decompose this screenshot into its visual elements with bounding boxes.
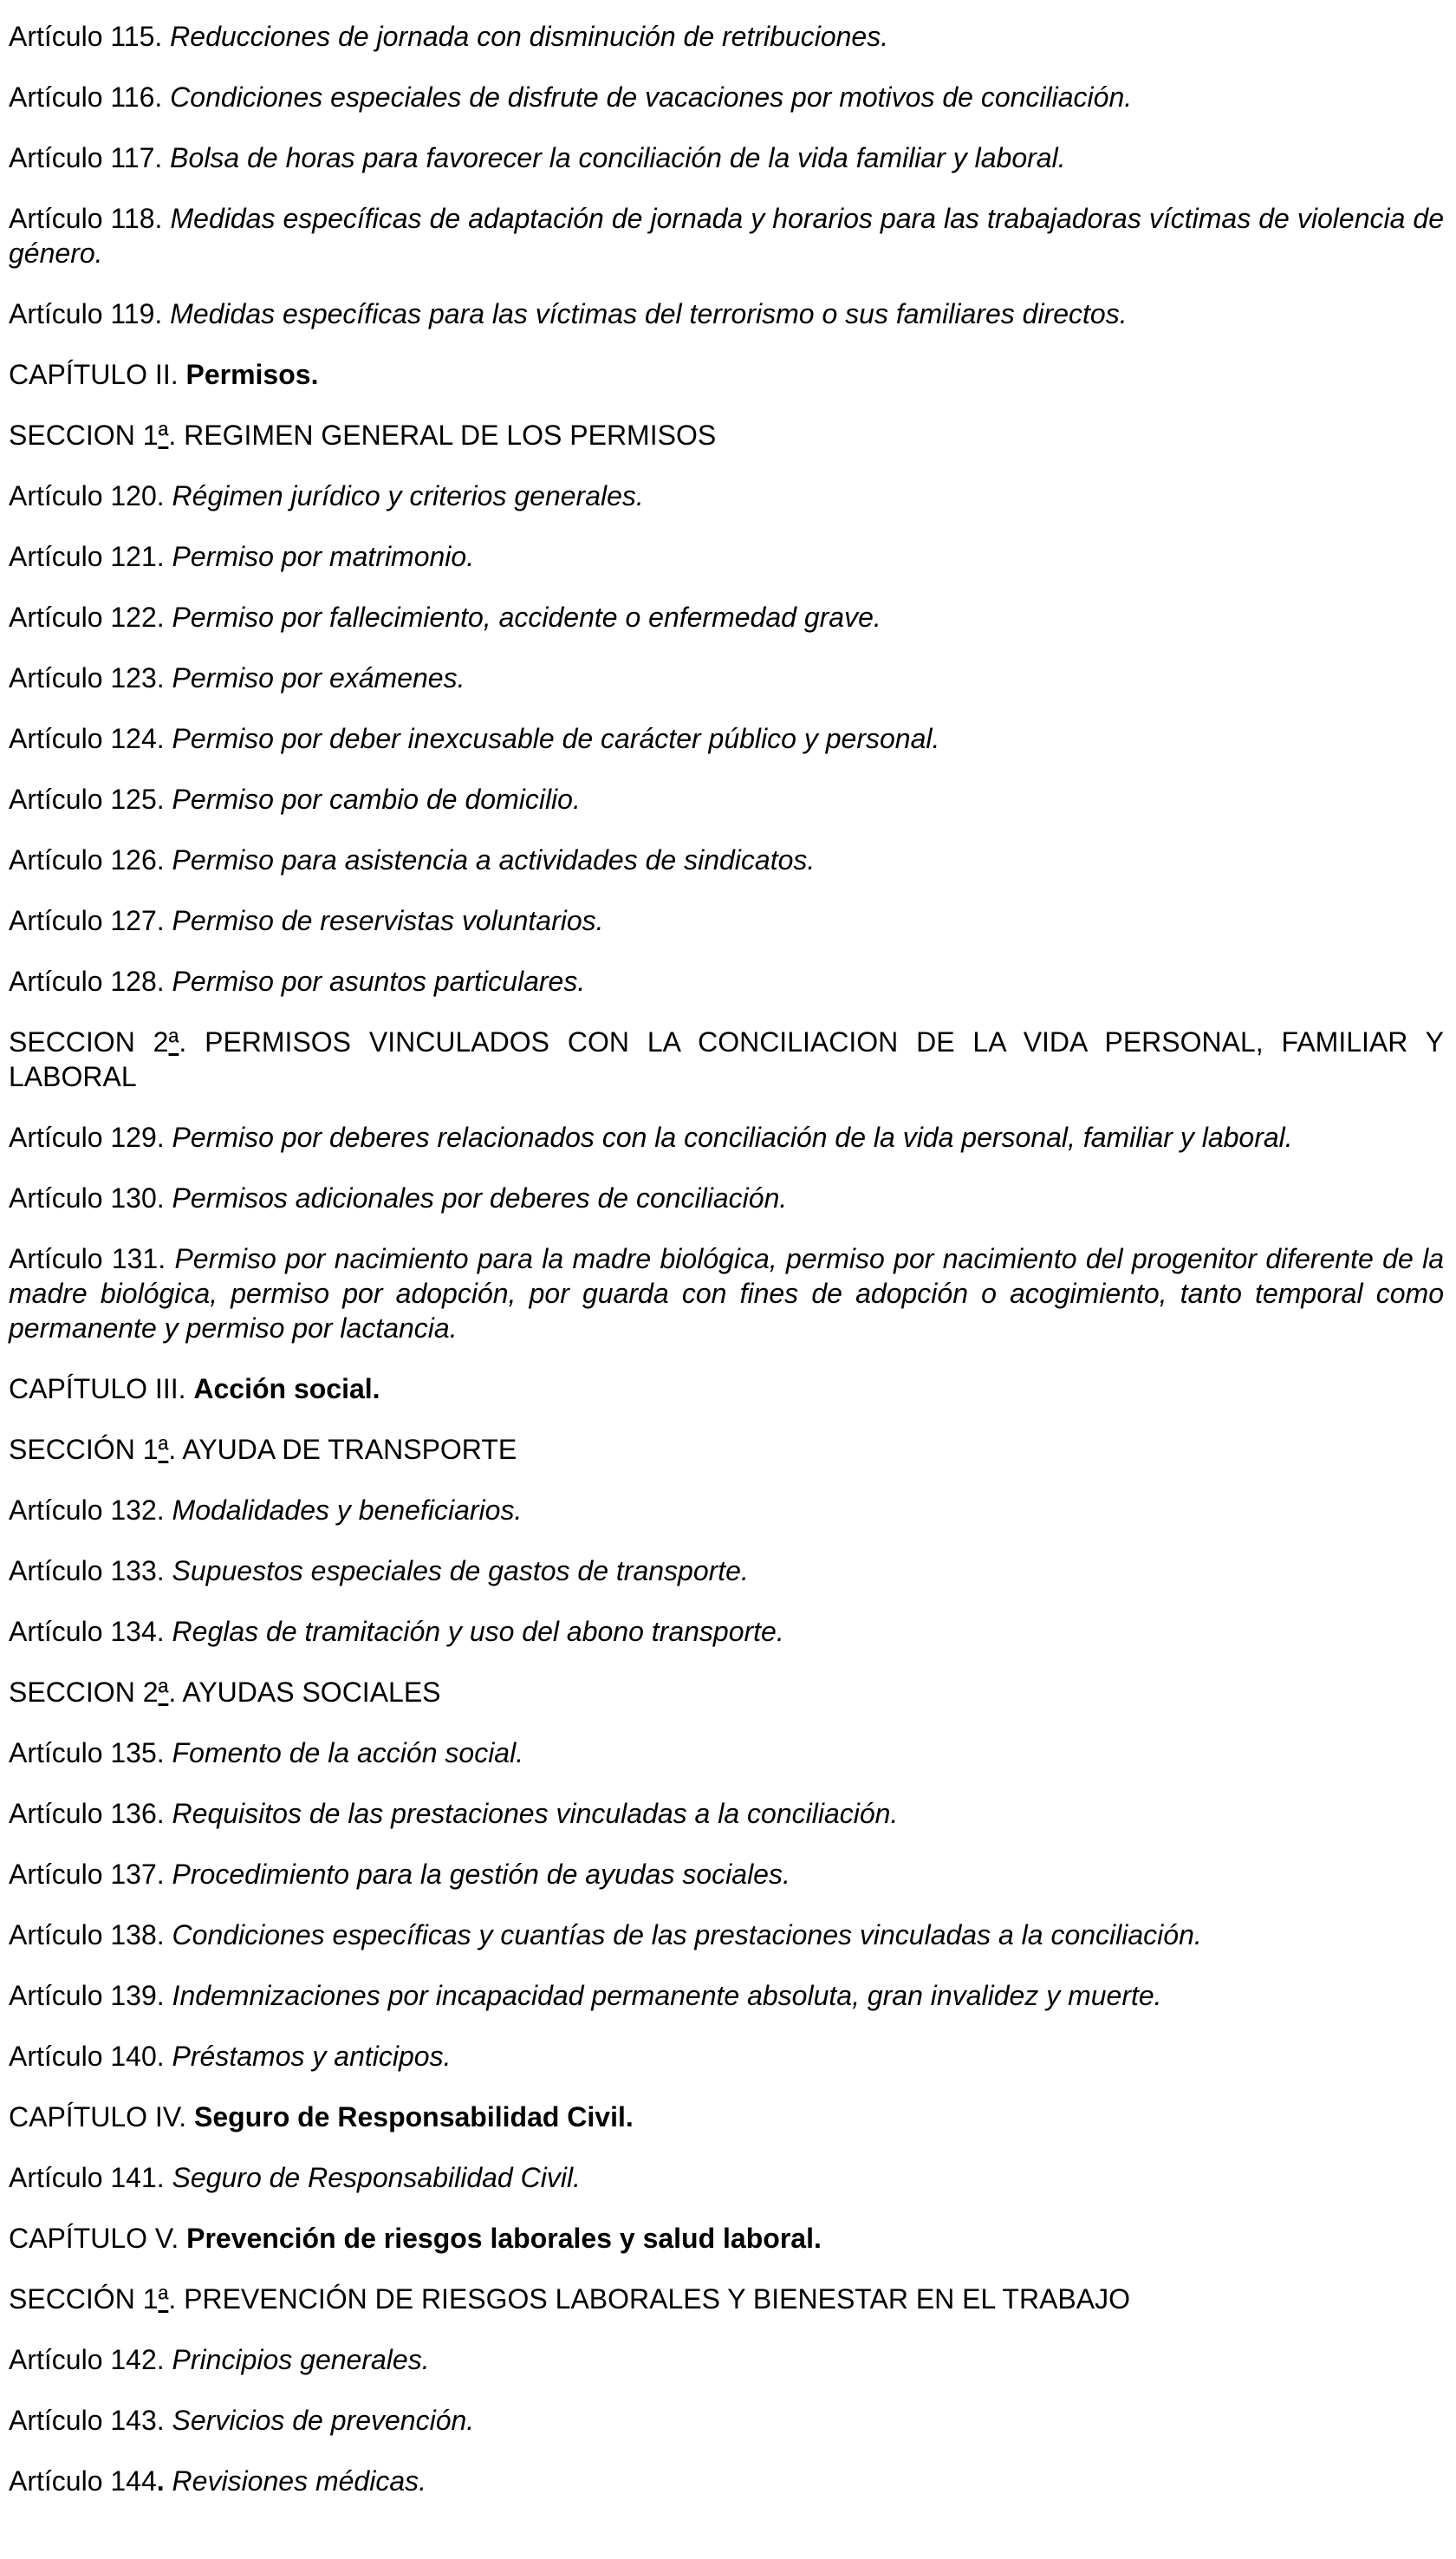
article-title: Permisos adicionales por deberes de conciliación. [172, 1182, 788, 1214]
article-entry [9, 1796, 1444, 1831]
section-heading-text: . PERMISOS VINCULADOS CON LA CONCILIACION DE LA VIDA PERSONAL, FAMILIAR Y LABORAL [9, 1026, 1445, 1092]
bold-period: . [156, 2465, 165, 2497]
article-title: Reglas de tramitación y uso del abono transporte. [172, 1616, 784, 1647]
chapter-entry [9, 357, 1444, 392]
article-number-label: Artículo 131. [9, 1243, 166, 1274]
article-number-label: Artículo 123. [9, 662, 165, 693]
article-number-label: Artículo 117. [9, 142, 163, 173]
article-entry [9, 661, 1444, 695]
article-entry [9, 1857, 1444, 1892]
chapter-number-label: CAPÍTULO IV. [9, 2101, 187, 2132]
section-entry [9, 1025, 1444, 1094]
article-title: Reducciones de jornada con disminución de retribuciones. [170, 21, 889, 52]
chapter-entry [9, 2221, 1444, 2256]
article-number-label: Artículo 133. [9, 1555, 165, 1586]
chapter-number-label: CAPÍTULO III. [9, 1373, 186, 1404]
article-title: Medidas específicas para las víctimas del terrorismo o sus familiares directos. [170, 298, 1128, 329]
article-title: Modalidades y beneficiarios. [172, 1494, 523, 1526]
section-heading-text: . REGIMEN GENERAL DE LOS PERMISOS [168, 420, 717, 451]
toc-entry-list [9, 19, 1444, 2498]
article-entry [9, 843, 1444, 877]
article-entry [9, 1918, 1444, 1952]
article-entry [9, 782, 1444, 817]
article-title: Permiso por fallecimiento, accidente o enfermedad grave. [172, 602, 881, 633]
chapter-title: Acción social. [193, 1373, 380, 1404]
section-entry [9, 2282, 1444, 2316]
article-title: Revisiones médicas. [172, 2465, 426, 2497]
chapter-number-label: CAPÍTULO II. [9, 359, 179, 390]
article-number-label: Artículo 127. [9, 905, 165, 936]
article-number-label: Artículo 138. [9, 1919, 165, 1950]
article-number-label: Artículo 132. [9, 1494, 165, 1526]
article-number-label: Artículo 126. [9, 844, 165, 876]
article-number-label: Artículo 119. [9, 298, 163, 329]
article-number-label: Artículo 135. [9, 1737, 165, 1768]
section-heading-text: SECCIÓN 1 [9, 2283, 159, 2315]
article-number-label: Artículo 120. [9, 480, 165, 511]
article-entry [9, 721, 1444, 756]
article-title: Permiso por matrimonio. [172, 541, 475, 572]
article-title: Permiso para asistencia a actividades de sindicatos. [172, 844, 816, 876]
article-title: Seguro de Responsabilidad Civil. [172, 2162, 581, 2193]
article-title: Permiso por exámenes. [172, 662, 465, 693]
article-title: Fomento de la acción social. [172, 1737, 524, 1768]
article-number-label: Artículo 143. [9, 2405, 165, 2436]
section-heading-text: SECCION 1 [9, 420, 159, 451]
chapter-title: Permisos. [185, 359, 319, 390]
section-heading-text: . AYUDA DE TRANSPORTE [168, 1434, 517, 1465]
article-entry [9, 1493, 1444, 1527]
article-number-label: Artículo 118. [9, 203, 163, 234]
chapter-title: Prevención de riesgos laborales y salud laboral. [186, 2223, 822, 2254]
article-title: Permiso por nacimiento para la madre biológica, permiso por nacimiento del progenitor diferente de la madre biológica, permiso por adopción, por guarda con fines de adopción o acogimiento, tanto temporal como permanente y permiso por lactancia. [9, 1243, 1445, 1344]
ordinal-indicator: ª [158, 2283, 169, 2315]
article-entry [9, 296, 1444, 331]
article-entry [9, 539, 1444, 574]
article-title: Procedimiento para la gestión de ayudas sociales. [172, 1859, 790, 1890]
article-number-label: Artículo 125. [9, 784, 165, 815]
article-entry [9, 479, 1444, 513]
ordinal-indicator: ª [158, 1434, 169, 1465]
article-title: Bolsa de horas para favorecer la conciliación de la vida familiar y laboral. [170, 142, 1066, 173]
article-entry [9, 1181, 1444, 1215]
article-number-label: Artículo 122. [9, 602, 165, 633]
article-entry [9, 19, 1444, 54]
article-number-label: Artículo 128. [9, 966, 165, 997]
section-entry [9, 1432, 1444, 1467]
article-entry [9, 1553, 1444, 1588]
article-entry [9, 140, 1444, 175]
article-title: Medidas específicas de adaptación de jornada y horarios para las trabajadoras víctimas de violencia de género. [9, 203, 1445, 269]
article-number-label: Artículo 141. [9, 2162, 165, 2193]
section-heading-text: SECCION 2 [9, 1677, 159, 1708]
article-entry [9, 1978, 1444, 2013]
article-title: Permiso por cambio de domicilio. [172, 784, 581, 815]
article-number-label: Artículo 136. [9, 1798, 165, 1829]
section-heading-text: SECCIÓN 1 [9, 1434, 159, 1465]
article-number-label: Artículo 139. [9, 1980, 165, 2011]
article-entry [9, 1735, 1444, 1770]
section-heading-text: . AYUDAS SOCIALES [168, 1677, 441, 1708]
article-title: Indemnizaciones por incapacidad permanente absoluta, gran invalidez y muerte. [172, 1980, 1162, 2011]
article-entry [9, 2039, 1444, 2074]
article-number-label: Artículo 124. [9, 723, 165, 754]
article-entry [9, 1614, 1444, 1649]
article-number-label: Artículo 144 [9, 2465, 157, 2497]
ordinal-indicator: ª [168, 1026, 179, 1058]
article-title: Permiso por asuntos particulares. [172, 966, 586, 997]
article-title: Permiso de reservistas voluntarios. [172, 905, 604, 936]
article-title: Condiciones especiales de disfrute de vacaciones por motivos de conciliación. [170, 81, 1133, 113]
article-entry [9, 80, 1444, 114]
section-entry [9, 1675, 1444, 1709]
section-heading-text: SECCION 2 [9, 1026, 169, 1058]
article-title: Régimen jurídico y criterios generales. [172, 480, 644, 511]
article-number-label: Artículo 134. [9, 1616, 165, 1647]
article-title: Requisitos de las prestaciones vinculadas a la conciliación. [172, 1798, 899, 1829]
article-title: Supuestos especiales de gastos de transporte. [172, 1555, 749, 1586]
article-number-label: Artículo 140. [9, 2041, 165, 2072]
article-entry [9, 964, 1444, 999]
article-number-label: Artículo 142. [9, 2344, 165, 2375]
article-number-label: Artículo 137. [9, 1859, 165, 1890]
article-number-label: Artículo 129. [9, 1122, 165, 1153]
article-number-label: Artículo 121. [9, 541, 165, 572]
article-title: Permiso por deberes relacionados con la conciliación de la vida personal, familiar y laboral. [172, 1122, 1293, 1153]
article-title: Permiso por deber inexcusable de carácter público y personal. [172, 723, 940, 754]
article-entry [9, 600, 1444, 635]
article-entry [9, 903, 1444, 938]
chapter-entry [9, 1371, 1444, 1406]
article-title: Servicios de prevención. [172, 2405, 475, 2436]
article-title: Condiciones específicas y cuantías de las prestaciones vinculadas a la conciliación. [172, 1919, 1202, 1950]
article-entry [9, 1241, 1444, 1345]
article-number-label: Artículo 116. [9, 81, 163, 113]
ordinal-indicator: ª [158, 1677, 169, 1708]
article-entry [9, 201, 1444, 270]
section-heading-text: . PREVENCIÓN DE RIESGOS LABORALES Y BIENESTAR EN EL TRABAJO [168, 2283, 1130, 2315]
article-entry [9, 2464, 1444, 2498]
article-title: Principios generales. [172, 2344, 430, 2375]
article-title: Préstamos y anticipos. [172, 2041, 452, 2072]
section-entry [9, 418, 1444, 453]
chapter-entry [9, 2100, 1444, 2134]
article-entry [9, 2403, 1444, 2438]
article-number-label: Artículo 130. [9, 1182, 165, 1214]
article-number-label: Artículo 115. [9, 21, 163, 52]
article-entry [9, 2160, 1444, 2195]
ordinal-indicator: ª [158, 420, 169, 451]
article-entry [9, 1120, 1444, 1155]
chapter-title: Seguro de Responsabilidad Civil. [194, 2101, 634, 2132]
article-entry [9, 2342, 1444, 2377]
chapter-number-label: CAPÍTULO V. [9, 2223, 179, 2254]
